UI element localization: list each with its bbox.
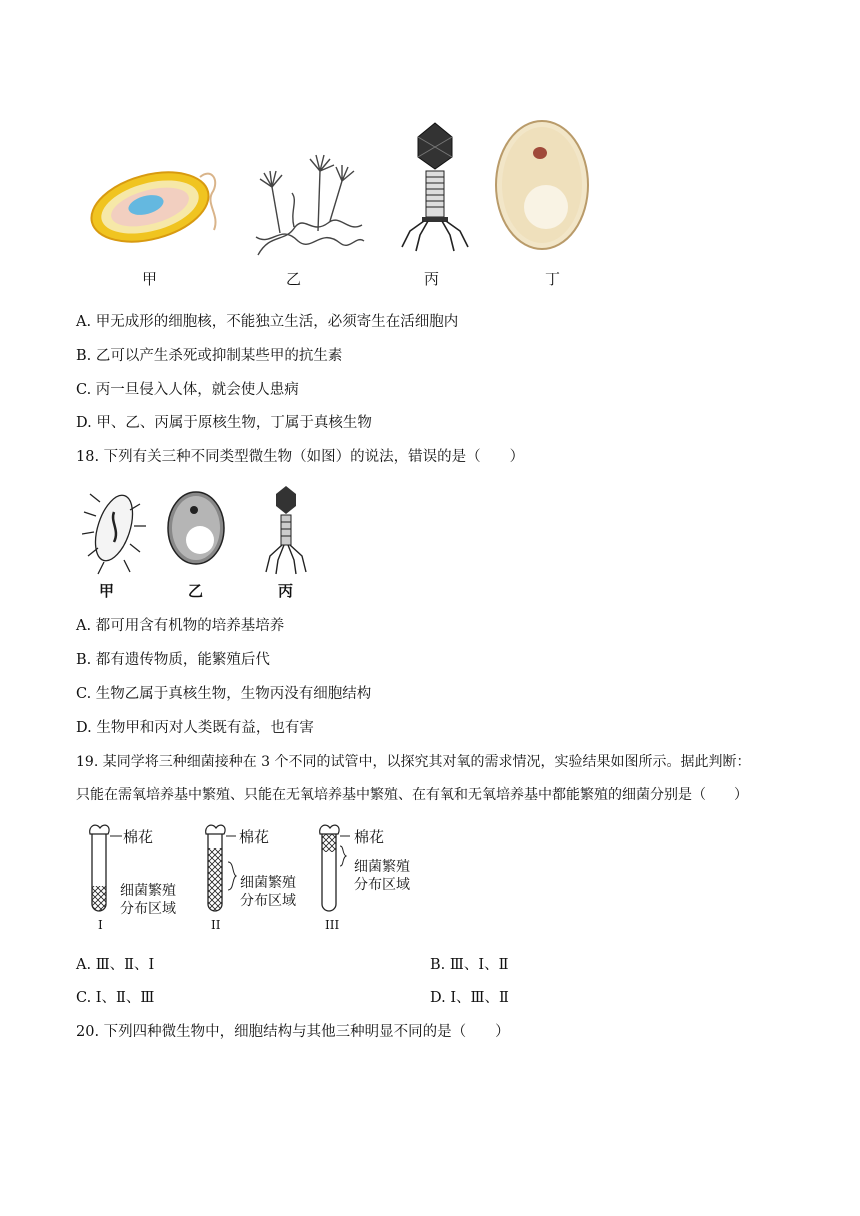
q19-stem-line1: 19. 某同学将三种细菌接种在 3 个不同的试管中，以探究其对氧的需求情况，实验结果如图所示。据此判断：: [76, 754, 751, 770]
tube1-label: I: [98, 918, 103, 932]
bacterium-illustration: [84, 161, 216, 254]
tube3-region-label-2: 分布区域: [354, 877, 410, 893]
q18-figure: [82, 482, 322, 582]
yeast-illustration: [168, 492, 224, 564]
tube2-cotton-label: 棉花: [239, 828, 270, 846]
tube3-region-label-1: 细菌繁殖: [354, 859, 410, 875]
q18-label-yi: 乙: [188, 582, 204, 600]
tube1-region-label-1: 细菌繁殖: [120, 883, 176, 899]
q18-option-b: B. 都有遗传物质，能繁殖后代: [76, 652, 270, 668]
q17-option-a: A. 甲无成形的细胞核，不能独立生活，必须寄生在活细胞内: [76, 314, 459, 330]
tube-3: [320, 825, 350, 911]
q18-label-jia: 甲: [99, 582, 115, 600]
q19-option-b: B. Ⅲ、Ⅰ、Ⅱ: [430, 957, 509, 973]
tube3-cotton-label: 棉花: [354, 828, 385, 846]
tube2-label: II: [211, 918, 221, 932]
q17-option-d: D. 甲、乙、丙属于原核生物，丁属于真核生物: [76, 415, 372, 431]
phage-illustration: [266, 486, 306, 574]
q19-option-d: D. Ⅰ、Ⅲ、Ⅱ: [430, 990, 509, 1006]
yeast-illustration: [496, 121, 588, 249]
q17-label-jia: 甲: [142, 270, 158, 288]
q18-stem: 18. 下列有关三种不同类型微生物（如图）的说法，错误的是（ ）: [76, 449, 525, 465]
tube-1: [90, 825, 122, 911]
q17-figure: [80, 115, 600, 290]
tube-2: [206, 825, 236, 911]
phage-illustration: [402, 123, 468, 251]
q19-option-c: C. Ⅰ、Ⅱ、Ⅲ: [76, 990, 155, 1006]
tube2-region-label-1: 细菌繁殖: [240, 875, 296, 891]
q17-label-yi: 乙: [286, 270, 302, 288]
q19-option-a: A. Ⅲ、Ⅱ、Ⅰ: [76, 957, 155, 973]
tube1-cotton-label: 棉花: [123, 828, 154, 846]
tube1-region-label-2: 分布区域: [120, 901, 176, 917]
q20-stem: 20. 下列四种微生物中，细胞结构与其他三种明显不同的是（ ）: [76, 1024, 510, 1040]
q17-option-b: B. 乙可以产生杀死或抑制某些甲的抗生素: [76, 348, 343, 364]
q17-label-ding: 丁: [545, 270, 561, 288]
q18-option-d: D. 生物甲和丙对人类既有益，也有害: [76, 720, 314, 736]
q19-stem-line2: 只能在需氧培养基中繁殖、只能在无氧培养基中繁殖、在有氧和无氧培养基中都能繁殖的细菌分别是（ ）: [76, 787, 748, 803]
q17-option-c: C. 丙一旦侵入人体，就会使人患病: [76, 382, 299, 398]
bacterium-illustration: [82, 491, 146, 574]
q17-label-bing: 丙: [424, 270, 440, 288]
tube2-region-label-2: 分布区域: [240, 893, 296, 909]
mold-illustration: [256, 155, 364, 255]
tube3-label: III: [325, 918, 340, 932]
q18-option-c: C. 生物乙属于真核生物，生物丙没有细胞结构: [76, 686, 372, 702]
q18-option-a: A. 都可用含有机物的培养基培养: [76, 618, 285, 634]
q18-label-bing: 丙: [278, 582, 294, 600]
